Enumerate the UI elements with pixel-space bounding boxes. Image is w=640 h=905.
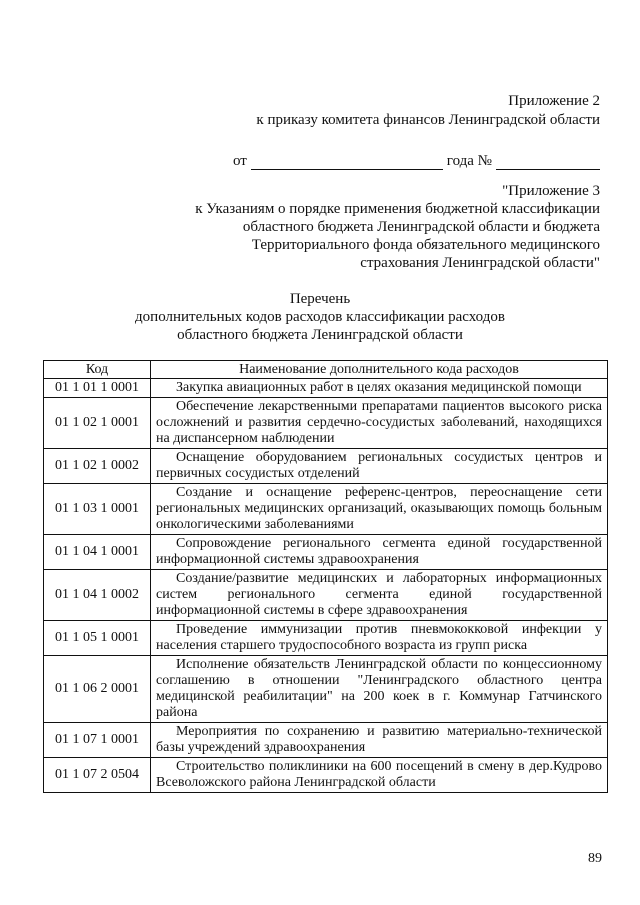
name-cell: Сопровождение регионального сегмента единой государственной информационной системы здравоохранения xyxy=(151,535,608,570)
code-cell: 01 1 07 2 0504 xyxy=(44,758,151,793)
code-cell: 01 1 04 1 0002 xyxy=(44,570,151,621)
appendix-ref-line: областного бюджета Ленинградской области и бюджета xyxy=(242,219,600,235)
table-row xyxy=(44,621,608,656)
name-column-header: Наименование дополнительного кода расходов xyxy=(151,361,608,379)
year-number-label: года № xyxy=(446,153,492,169)
code-cell: 01 1 04 1 0001 xyxy=(44,535,151,570)
code-cell: 01 1 05 1 0001 xyxy=(44,621,151,656)
code-cell: 01 1 07 1 0001 xyxy=(44,723,151,758)
code-cell: 01 1 03 1 0001 xyxy=(44,484,151,535)
name-cell: Создание и оснащение референс-центров, переоснащение сети региональных медицинских организаций, оказывающих помощь больным онкологическими заболеваниями xyxy=(151,484,608,535)
appendix-number: Приложение 2 xyxy=(508,93,600,109)
document-title xyxy=(0,290,640,344)
name-cell: Исполнение обязательств Ленинградской области по концессионному соглашению в отношении "Ленинградского областного центра медицинской реабилитации" на 200 коек в г. Коммунар Гатчинского района xyxy=(151,656,608,723)
name-cell: Оснащение оборудованием региональных сосудистых центров и первичных сосудистых отделений xyxy=(151,449,608,484)
code-cell: 01 1 02 1 0002 xyxy=(44,449,151,484)
title-line: Перечень xyxy=(289,291,351,307)
title-line: областного бюджета Ленинградской области xyxy=(177,327,463,343)
code-column-header: Код xyxy=(44,361,151,379)
name-cell: Закупка авиационных работ в целях оказания медицинской помощи xyxy=(151,379,608,398)
table-header-row xyxy=(44,361,608,379)
page-number: 89 xyxy=(588,851,602,866)
table-row xyxy=(44,484,608,535)
number-blank xyxy=(496,155,600,170)
appendix-ref-line: Территориального фонда обязательного медицинского xyxy=(251,237,600,253)
table-row xyxy=(44,449,608,484)
code-cell: 01 1 01 1 0001 xyxy=(44,379,151,398)
appendix-ref-line: к Указаниям о порядке применения бюджетной классификации xyxy=(195,201,600,217)
title-line: дополнительных кодов расходов классификации расходов xyxy=(135,309,505,325)
name-cell: Строительство поликлиники на 600 посещений в смену в дер.Кудрово Всеволожского района Ленинградской области xyxy=(151,758,608,793)
order-header xyxy=(256,92,600,130)
name-cell: Создание/развитие медицинских и лабораторных информационных систем регионального сегмента единой государственной информационной системы в сфере здравоохранения xyxy=(151,570,608,621)
table-row xyxy=(44,570,608,621)
table-row xyxy=(44,723,608,758)
expense-codes-table xyxy=(43,360,608,793)
date-blank xyxy=(251,155,443,170)
table-row xyxy=(44,758,608,793)
table-row xyxy=(44,535,608,570)
appendix-reference xyxy=(195,182,600,272)
appendix-ref-line: "Приложение 3 xyxy=(502,183,600,199)
appendix-ref-line: страхования Ленинградской области" xyxy=(360,255,600,271)
table-row xyxy=(44,398,608,449)
order-date-number-line xyxy=(233,153,600,170)
name-cell: Проведение иммунизации против пневмококковой инфекции у населения старшего трудоспособного возраста из групп риска xyxy=(151,621,608,656)
code-cell: 01 1 06 2 0001 xyxy=(44,656,151,723)
from-label: от xyxy=(232,153,247,169)
name-cell: Обеспечение лекарственными препаратами пациентов высокого риска осложнений и развития сердечно-сосудистых заболеваний, находящихся на диспансерном наблюдении xyxy=(151,398,608,449)
table-row xyxy=(44,379,608,398)
order-reference: к приказу комитета финансов Ленинградской области xyxy=(256,112,600,128)
table-row xyxy=(44,656,608,723)
code-cell: 01 1 02 1 0001 xyxy=(44,398,151,449)
name-cell: Мероприятия по сохранению и развитию материально-технической базы учреждений здравоохранения xyxy=(151,723,608,758)
